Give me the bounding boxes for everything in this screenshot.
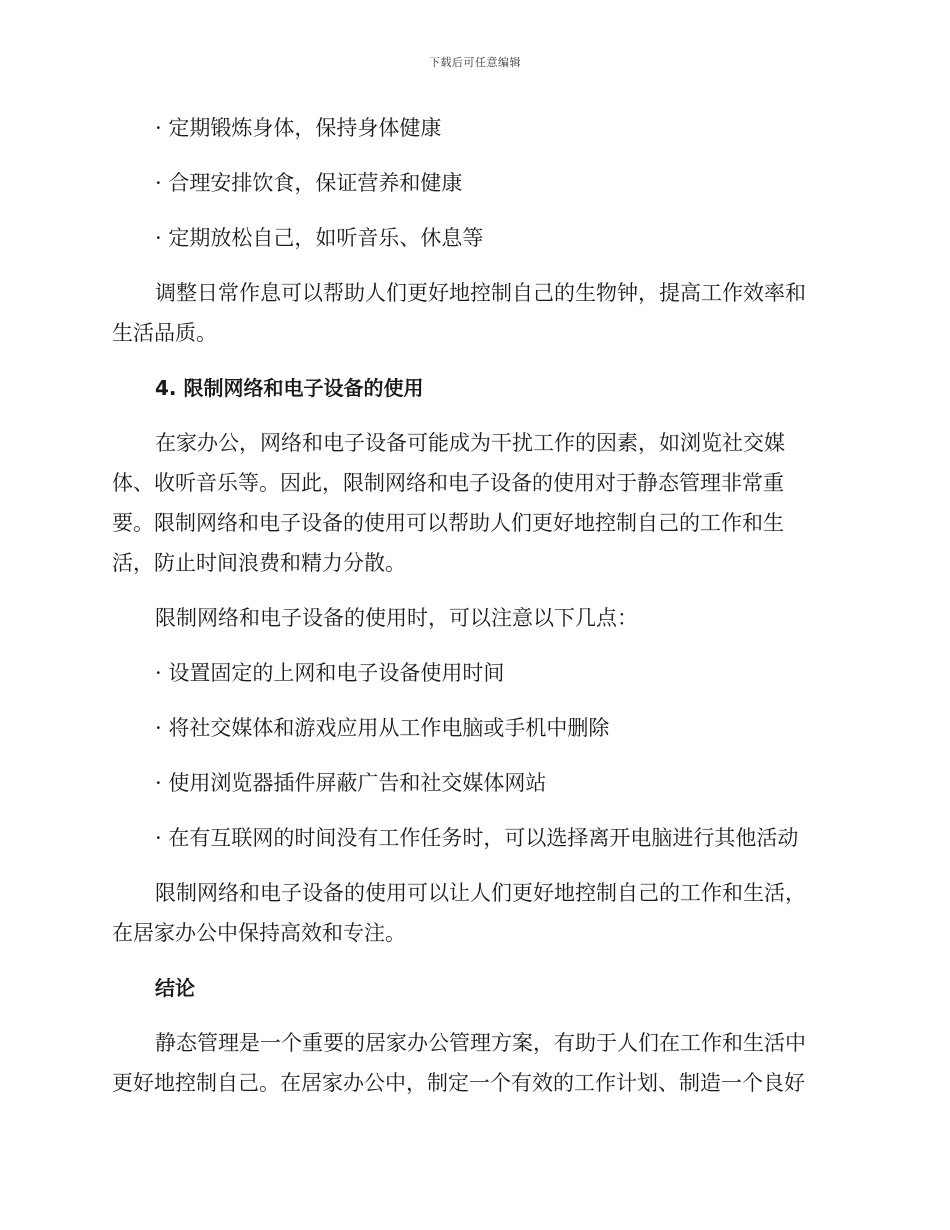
paragraph-line: 在家办公，网络和电子设备可能成为干扰工作的因素，如浏览社交媒 — [155, 431, 785, 455]
bullet-item: · 在有互联网的时间没有工作任务时，可以选择离开电脑进行其他活动 — [155, 826, 799, 850]
paragraph — [112, 423, 832, 583]
paragraph-line: 限制网络和电子设备的使用时，可以注意以下几点： — [155, 606, 638, 630]
page-content — [112, 108, 832, 1118]
page-header: 下载后可任意编辑 — [429, 56, 521, 69]
paragraph-line: 在居家办公中保持高效和专注。 — [112, 921, 406, 945]
paragraph — [112, 873, 832, 953]
paragraph-line: 生活品质。 — [112, 321, 217, 345]
paragraph — [112, 598, 832, 638]
paragraph-line: 调整日常作息可以帮助人们更好地控制自己的生物钟，提高工作效率和 — [155, 281, 806, 305]
bullet-item: · 使用浏览器插件屏蔽广告和社交媒体网站 — [155, 771, 547, 795]
paragraph-line: 体、收听音乐等。因此，限制网络和电子设备的使用对于静态管理非常重 — [112, 471, 784, 495]
paragraph — [112, 1023, 832, 1103]
section-heading: 结论 — [155, 976, 195, 1000]
paragraph — [112, 273, 832, 353]
bullet-item: · 合理安排饮食，保证营养和健康 — [155, 171, 463, 195]
bullet-item: · 定期锻炼身体，保持身体健康 — [155, 116, 442, 140]
bullet-item: · 设置固定的上网和电子设备使用时间 — [155, 661, 505, 685]
paragraph-line: 限制网络和电子设备的使用可以让人们更好地控制自己的工作和生活， — [155, 881, 806, 905]
section-heading: 4. 限制网络和电子设备的使用 — [155, 376, 424, 400]
bullet-item: · 将社交媒体和游戏应用从工作电脑或手机中删除 — [155, 716, 610, 740]
paragraph-line: 要。限制网络和电子设备的使用可以帮助人们更好地控制自己的工作和生 — [112, 511, 784, 535]
paragraph-line: 静态管理是一个重要的居家办公管理方案，有助于人们在工作和生活中 — [155, 1031, 806, 1055]
paragraph-line: 活，防止时间浪费和精力分散。 — [112, 551, 406, 575]
bullet-item: · 定期放松自己，如听音乐、休息等 — [155, 226, 484, 250]
paragraph-line: 更好地控制自己。在居家办公中，制定一个有效的工作计划、制造一个良好 — [112, 1071, 805, 1095]
